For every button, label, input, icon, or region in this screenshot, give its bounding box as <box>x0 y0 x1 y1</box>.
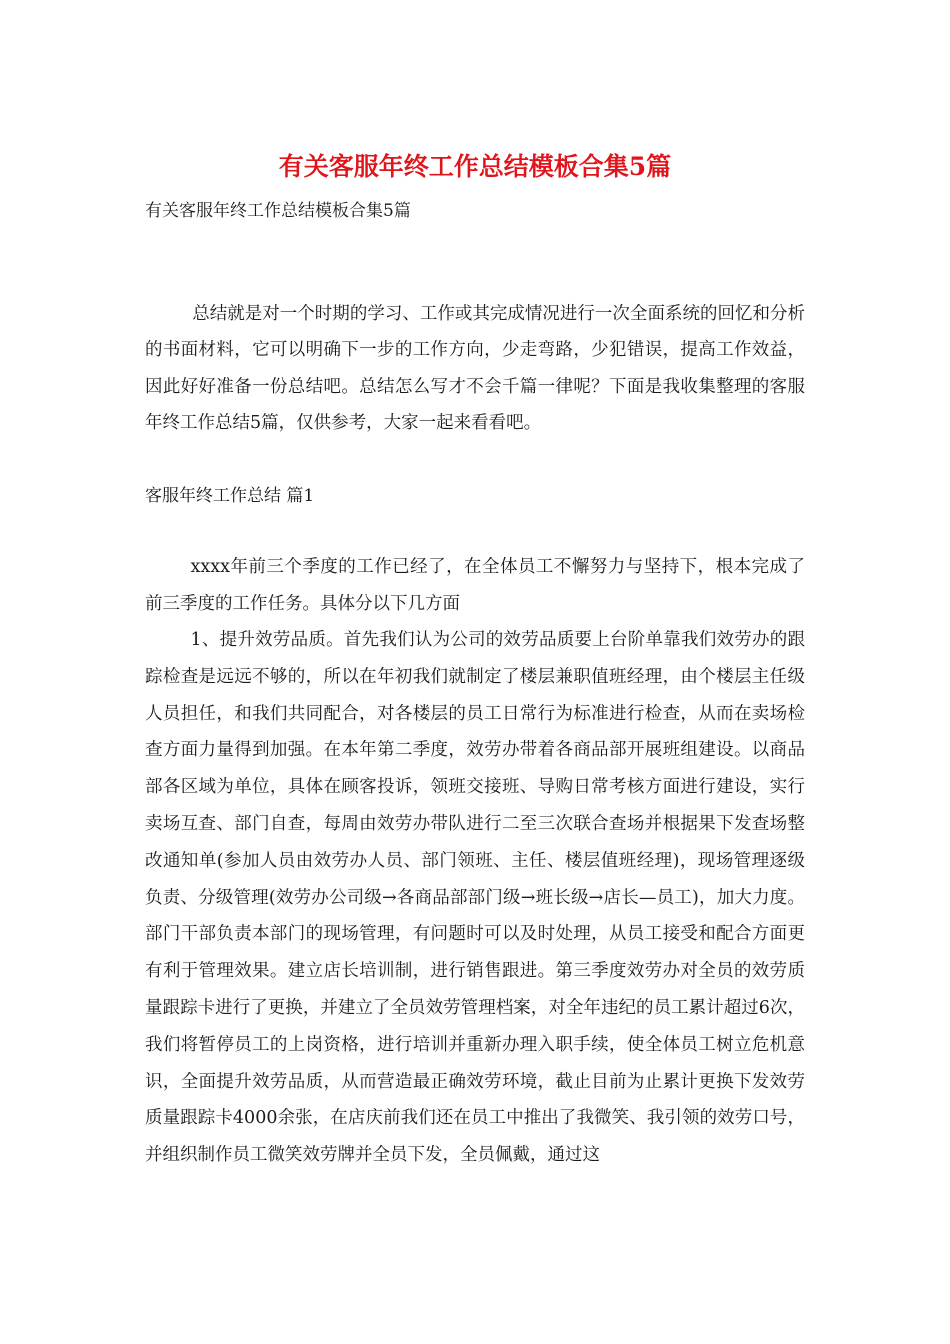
document-title: 有关客服年终工作总结模板合集5篇 <box>278 152 672 181</box>
document-subtitle: 有关客服年终工作总结模板合集5篇 <box>145 201 411 221</box>
section-heading: 客服年终工作总结 篇1 <box>145 486 315 506</box>
intro-paragraph: 总结就是对一个时期的学习、工作或其完成情况进行一次全面系统的回忆和分析的书面材料，它可以明确下一步的工作方向，少走弯路，少犯错误，提高工作效益，因此好好准备一份总结吧。总结怎么写才不会千篇一律呢？下面是我收集整理的客服年终工作总结5篇，仅供参考，大家一起来看看吧。 <box>145 304 805 433</box>
body-paragraph-2: 1、提升效劳品质。首先我们认为公司的效劳品质要上台阶单靠我们效劳办的跟踪检查是远远不够的，所以在年初我们就制定了楼层兼职值班经理，由个楼层主任级人员担任，和我们共同配合，对各楼层的员工日常行为标准进行检查，从而在卖场检查方面力量得到加强。在本年第二季度，效劳办带着各商品部开展班组建设。以商品部各区域为单位，具体在顾客投诉，领班交接班、导购日常考核方面进行建设，实行卖场互查、部门自查，每周由效劳办带队进行二至三次联合查场并根据果下发查场整改通知单(参加人员由效劳办人员、部门领班、主任、楼层值班经理)，现场管理逐级负责、分级管理(效劳办公司级→各商品部部门级→班长级→店长—员工)，加大力度。部门干部负责本部门的现场管理，有问题时可以及时处理，从员工接受和配合方面更有利于管理效果。建立店长培训制，进行销售跟进。第三季度效劳办对全员的效劳质量跟踪卡进行了更换，并建立了全员效劳管理档案，对全年违纪的员工累计超过6次，我们将暂停员工的上岗资格，进行培训并重新办理入职手续，使全体员工树立危机意识，全面提升效劳品质，从而营造最正确效劳环境，截止目前为止累计更换下发效劳质量跟踪卡4000余张，在店庆前我们还在员工中推出了我微笑、我引领的效劳口号，并组织制作员工微笑效劳牌并全员下发，全员佩戴，通过这 <box>145 630 805 1166</box>
body-paragraph-1: xxxx年前三个季度的工作已经了，在全体员工不懈努力与坚持下，根本完成了前三季度的工作任务。具体分以下几方面 <box>145 557 805 614</box>
